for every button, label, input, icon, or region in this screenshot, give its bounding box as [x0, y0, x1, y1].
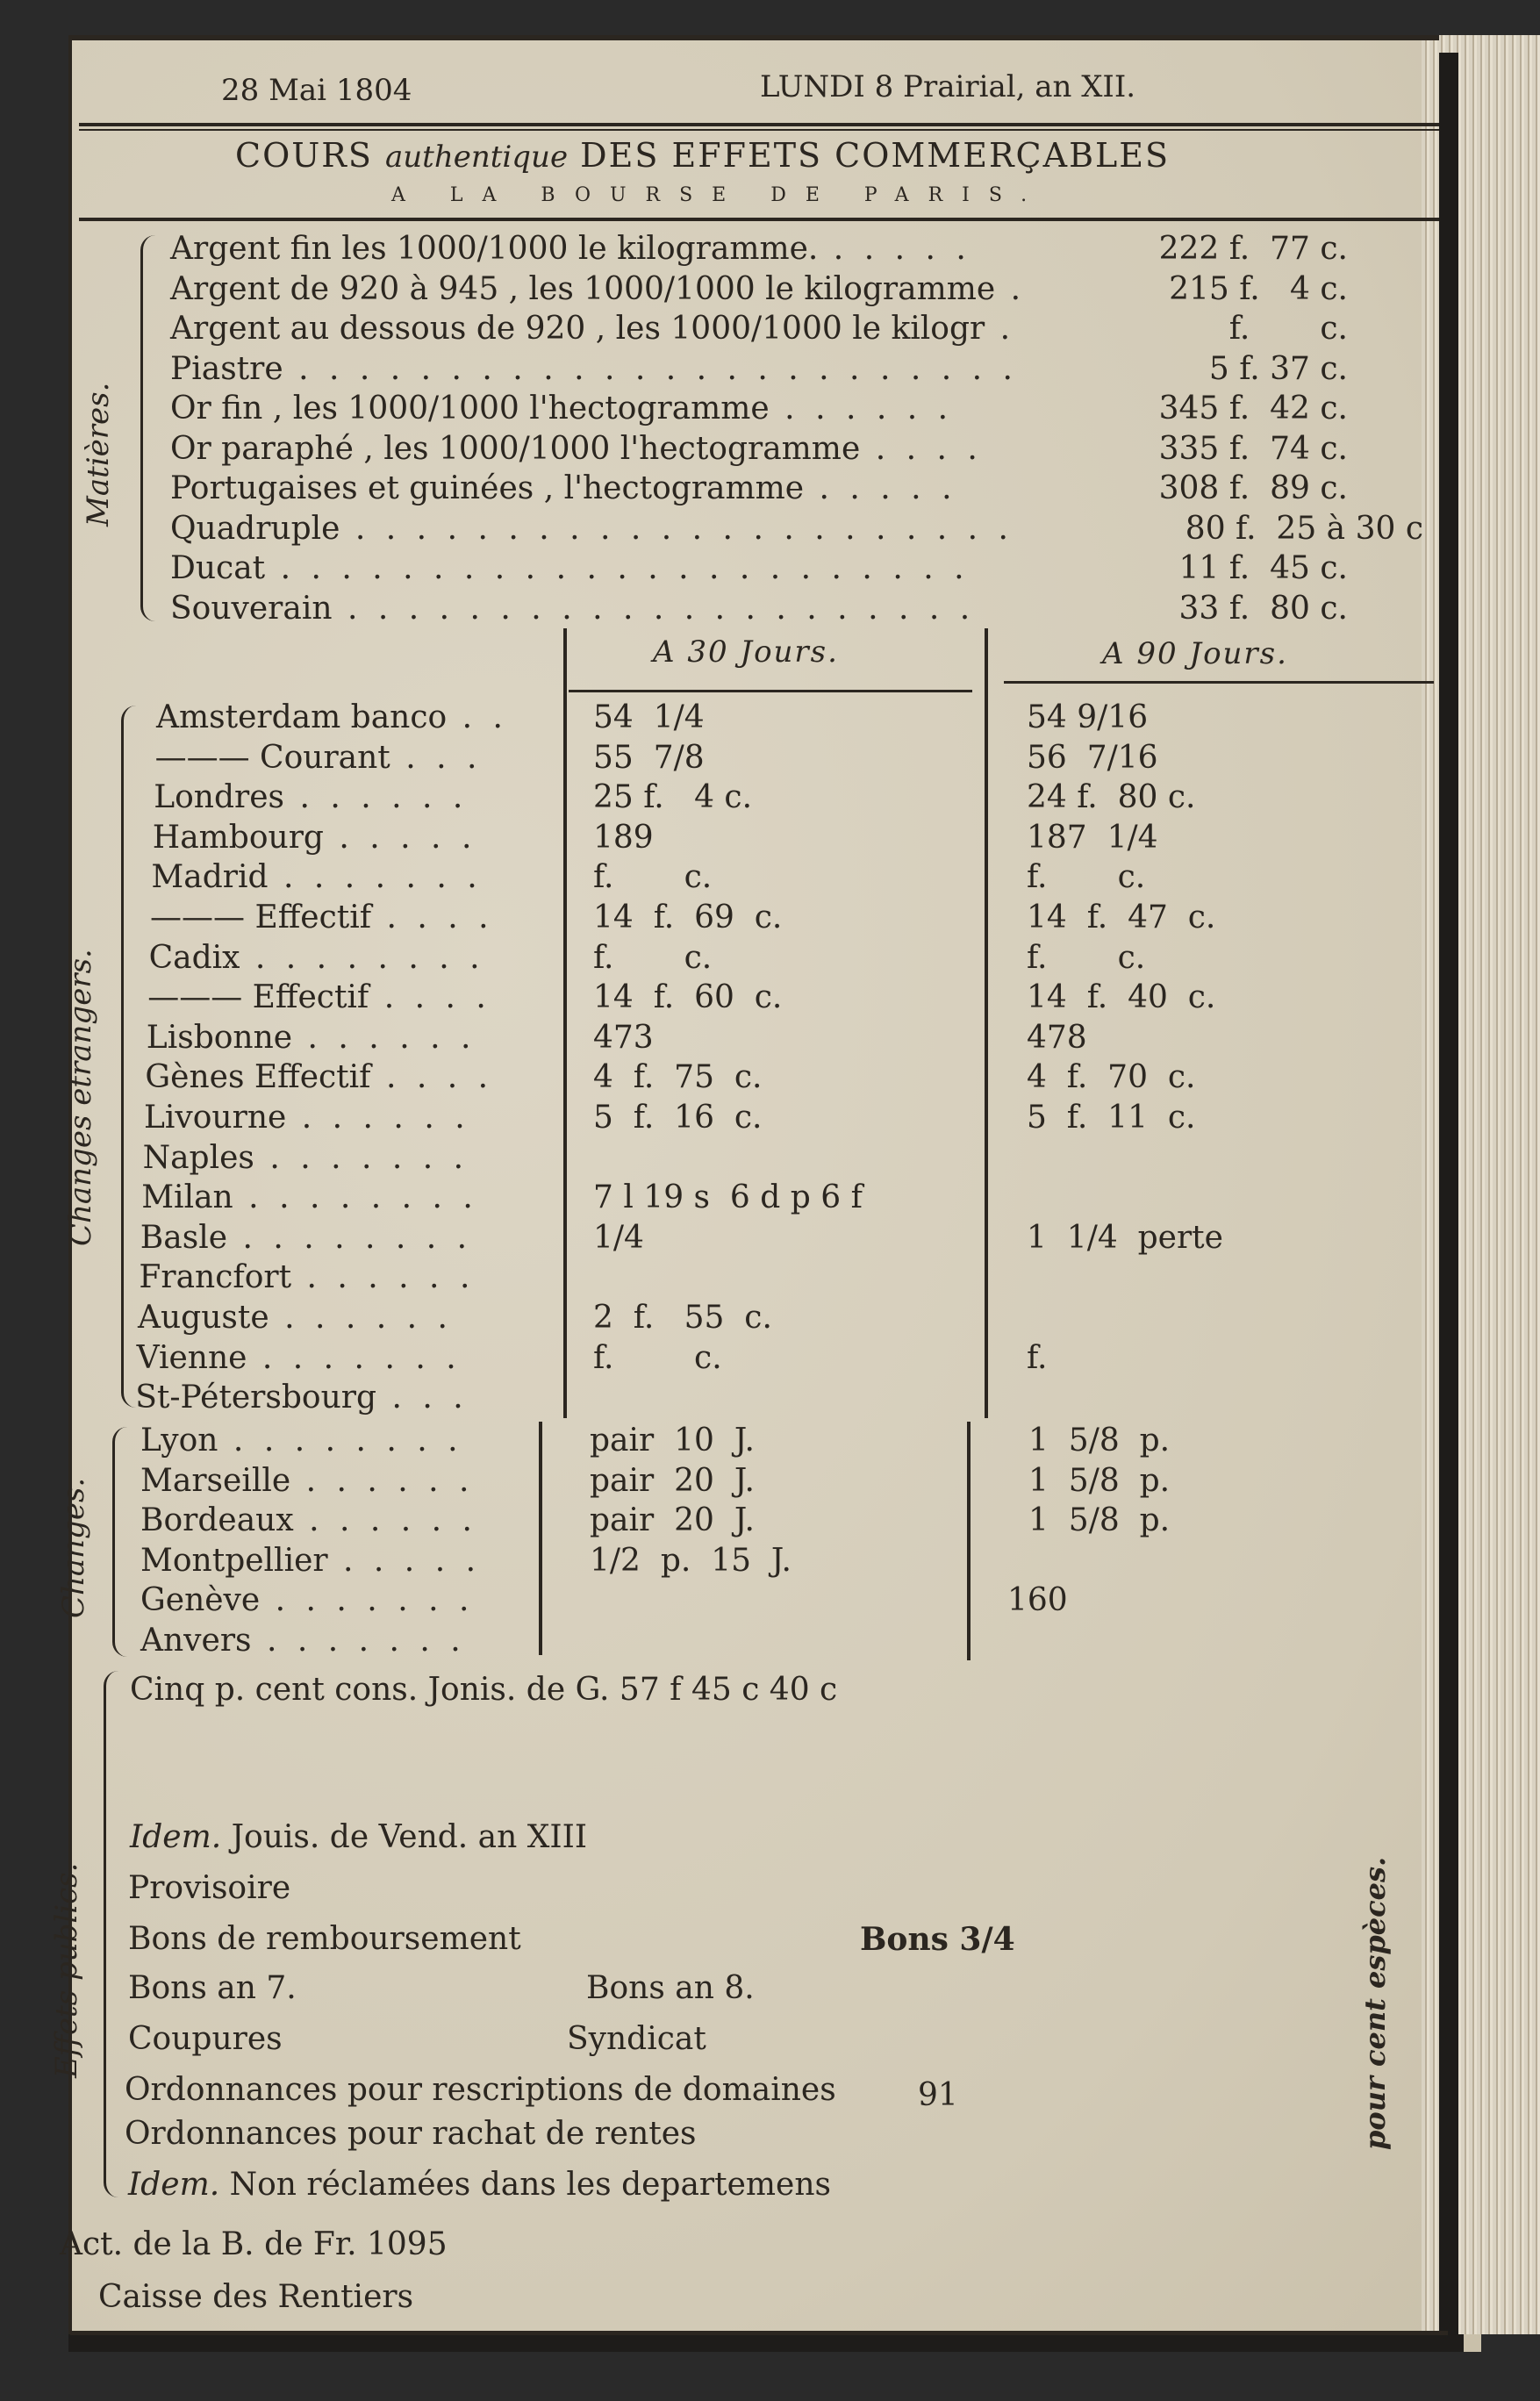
rate-90-jours: 14 f. 40 c. — [1027, 979, 1216, 1016]
col-header-30: A 30 Jours. — [653, 634, 839, 670]
rate-30-jours: 5 f. 16 c. — [593, 1100, 763, 1136]
matiere-label — [170, 550, 970, 586]
city-name: Amsterdam banco — [156, 699, 448, 735]
title-part3: DES EFFETS COMMERÇABLES — [580, 136, 1171, 175]
rate-90-jours: 56 7/16 — [1027, 739, 1158, 776]
change-label — [140, 1462, 475, 1499]
rate-30-jours: f. c. — [593, 859, 713, 896]
matiere-label — [170, 270, 1027, 307]
leader-dots: . . . . . . . . . . . . . . . . . . . . . . — [340, 510, 1014, 547]
bons-3-4: Bons 3/4 — [860, 1921, 1015, 1958]
change-label — [147, 979, 491, 1016]
idem-vend — [130, 1819, 588, 1855]
matiere-value: f. c. — [1228, 311, 1348, 347]
rate-30-jours: 14 f. 60 c. — [593, 979, 783, 1016]
city-name: Gènes Effectif — [145, 1059, 371, 1096]
leader-dots: . . . . . . . — [268, 859, 483, 896]
title-part1: COURS — [235, 136, 373, 175]
leader-dots: . . . . — [860, 430, 983, 467]
col-divider-3 — [539, 1422, 542, 1655]
rate-30-jours: pair 20 J. — [590, 1502, 755, 1539]
city-name: Londres — [154, 779, 284, 816]
change-label — [140, 1219, 473, 1256]
rate-90-jours: f. c. — [1027, 939, 1146, 976]
city-name: Madrid — [151, 859, 269, 896]
city-name: Basle — [140, 1219, 228, 1256]
rate-90-jours: 5 f. 11 c. — [1027, 1100, 1196, 1136]
header-rule-thin — [79, 129, 1439, 131]
section-matieres: Matières. — [81, 382, 116, 527]
change-label — [141, 1179, 478, 1216]
actions-banque: Act. de la B. de Fr. 1095 — [60, 2226, 448, 2262]
rate-90-jours: 4 f. 70 c. — [1027, 1059, 1196, 1096]
matiere-name: Portugaises et guinées , l'hectogramme — [170, 470, 805, 506]
leader-dots: . . . . . . . . . . . . . . . . . . . . . . . . — [283, 350, 1018, 387]
leader-dots: . . . . . . . . — [218, 1423, 463, 1459]
leader-dots: . . . . . — [327, 1542, 482, 1579]
page-border-right — [1439, 53, 1458, 2334]
leader-dots: . . . . . . . . . . . . . . . . . . . . . . . — [265, 550, 970, 586]
change-label — [156, 699, 508, 735]
rate-30-jours: f. c. — [593, 1339, 722, 1376]
leader-dots: . . . . . . — [769, 391, 954, 426]
change-label — [154, 739, 483, 776]
rate-30-jours: 189 — [593, 819, 654, 856]
city-name: Francfort — [139, 1259, 292, 1296]
rate-90-jours: 187 1/4 — [1027, 819, 1158, 856]
city-name: Vienne — [136, 1339, 247, 1376]
matiere-label — [170, 470, 957, 506]
leader-dots: . . . . . . . — [251, 1623, 466, 1659]
matiere-value: 80 f. 25 à 30 c — [1185, 510, 1423, 547]
city-name: Lyon — [140, 1423, 218, 1459]
matiere-name: Argent de 920 à 945 , les 1000/1000 le kilogramme — [170, 270, 996, 307]
change-label — [148, 939, 485, 976]
bons-remboursement: Bons de remboursement — [128, 1921, 521, 1957]
idem-vend-label: Idem. — [130, 1819, 222, 1855]
leader-dots: . . . . . . . — [247, 1339, 462, 1376]
matiere-label — [170, 350, 1018, 387]
change-label — [140, 1502, 477, 1539]
city-name: Anvers — [140, 1623, 252, 1659]
rate-90-jours: 1 5/8 p. — [1028, 1462, 1171, 1499]
rate-30-jours: 4 f. 75 c. — [593, 1059, 763, 1096]
leader-dots: . . . . . . — [291, 1259, 476, 1296]
matiere-name: Ducat — [170, 550, 266, 586]
rate-90-jours: 160 — [1007, 1582, 1068, 1619]
leader-dots: . — [995, 270, 1027, 307]
matiere-label — [170, 233, 971, 265]
city-name: Auguste — [138, 1300, 269, 1336]
col-divider-1 — [563, 628, 567, 1418]
leader-dots: . . . — [376, 1380, 469, 1416]
bons-an-8: Bons an 8. — [586, 1970, 755, 2006]
matiere-name: Quadruple — [170, 510, 340, 547]
date-republican: LUNDI 8 Prairial, an XII. — [760, 69, 1136, 104]
change-label — [135, 1382, 469, 1414]
rate-30-jours: 54 1/4 — [593, 699, 705, 735]
change-label — [142, 1139, 469, 1176]
rate-90-jours: 1 5/8 p. — [1028, 1423, 1171, 1459]
matiere-value: 335 f. 74 c. — [1158, 430, 1348, 467]
leader-dots: . . . . . . — [290, 1462, 475, 1499]
matiere-name: Or paraphé , les 1000/1000 l'hectogramme — [170, 430, 861, 467]
page-title — [235, 136, 1171, 175]
matiere-label — [170, 430, 983, 467]
idem-non-reclamees — [128, 2169, 831, 2201]
leader-dots: . . . . . . . — [254, 1139, 469, 1176]
header-rule — [79, 123, 1439, 126]
leader-dots: . . . . . . . . — [233, 1179, 478, 1216]
ordonnances-rachat: Ordonnances pour rachat de rentes — [125, 2116, 697, 2152]
city-name: Milan — [141, 1179, 233, 1216]
rate-90-jours: 478 — [1027, 1019, 1087, 1056]
rate-30-jours: 7 l 19 s 6 d p 6 f — [593, 1179, 863, 1216]
matiere-value: 33 f. 80 c. — [1178, 590, 1348, 627]
matiere-value: 215 f. 4 c. — [1169, 270, 1348, 307]
matiere-name: Argent fin les 1000/1000 le kilogramme. — [170, 231, 819, 267]
leader-dots: . . . . . . — [293, 1502, 477, 1539]
city-name: ——— Effectif — [147, 979, 369, 1016]
title-part2: authentique — [385, 140, 569, 175]
rate-30-jours: 473 — [593, 1019, 654, 1056]
city-name: Montpellier — [140, 1542, 328, 1579]
city-name: Genève — [140, 1582, 261, 1619]
rate-30-jours: 14 f. 69 c. — [593, 899, 783, 935]
title-rule — [79, 218, 1439, 221]
leader-dots: . . . . . . — [286, 1100, 470, 1136]
rate-90-jours: 54 9/16 — [1027, 699, 1149, 735]
change-label — [138, 1302, 453, 1334]
leader-dots: . . . . — [371, 899, 494, 935]
matiere-value: 11 f. 45 c. — [1178, 550, 1348, 586]
brace-changes — [112, 1427, 127, 1657]
leader-dots: . . . . . — [804, 470, 957, 506]
idem-non-label: Idem. — [128, 2167, 220, 2203]
change-label — [154, 779, 469, 816]
leader-dots: . . — [447, 699, 508, 735]
cinq-pour-cent: Cinq p. cent cons. Jonis. de G. 57 f 45 c 40 c — [130, 1672, 838, 1708]
leader-dots: . . . . — [370, 1059, 494, 1096]
leader-dots: . . . . . . . . — [227, 1219, 473, 1256]
rate-30-jours: 55 7/8 — [593, 739, 705, 776]
city-name: Naples — [142, 1139, 254, 1176]
leader-dots: . . . . . — [818, 231, 971, 267]
leader-dots: . . . . — [369, 979, 491, 1016]
matiere-value: 345 f. 42 c. — [1158, 391, 1348, 426]
matiere-label — [170, 313, 1015, 345]
idem-vend-text: Jouis. de Vend. an XIII — [231, 1819, 588, 1855]
provisoire: Provisoire — [128, 1870, 291, 1906]
matiere-name: Piastre — [170, 350, 283, 387]
rate-90-jours: 1 5/8 p. — [1028, 1502, 1171, 1539]
rate-30-jours: 25 f. 4 c. — [593, 779, 753, 816]
change-label — [140, 1425, 463, 1457]
date-gregorian: 28 Mai 1804 — [221, 73, 412, 108]
matiere-value: 308 f. 89 c. — [1158, 470, 1348, 506]
rate-90-jours: f. — [1027, 1339, 1048, 1376]
footer-rule — [70, 2331, 1448, 2335]
rate-90-jours: f. c. — [1027, 859, 1146, 896]
city-name: Marseille — [140, 1462, 291, 1499]
change-label — [136, 1339, 462, 1376]
rate-30-jours: 1/2 p. 15 J. — [590, 1542, 791, 1579]
rate-30-jours: pair 10 J. — [590, 1423, 755, 1459]
change-label — [152, 819, 477, 856]
matiere-label — [170, 393, 953, 425]
rate-30-jours: 2 f. 55 c. — [593, 1300, 772, 1336]
leader-dots: . . . . . . . — [260, 1582, 475, 1619]
brace-changes-etrangers — [121, 706, 136, 1408]
rate-90-jours: 1 1/4 perte — [1027, 1219, 1223, 1256]
page-border-bottom — [68, 2334, 1464, 2352]
col90-rule — [1004, 681, 1434, 684]
leader-dots: . . . — [390, 739, 483, 776]
rate-90-jours: 24 f. 80 c. — [1027, 779, 1196, 816]
city-name: Bordeaux — [140, 1502, 294, 1539]
city-name: Livourne — [144, 1100, 287, 1136]
pour-cent-especes: pour cent espèces. — [1358, 1856, 1392, 2150]
change-label — [139, 1259, 476, 1296]
leader-dots: . . . . . . — [269, 1300, 453, 1336]
change-label — [140, 1582, 475, 1619]
rate-90-jours: 14 f. 47 c. — [1027, 899, 1216, 935]
matiere-name: Argent au dessous de 920 , les 1000/1000 le kilogr — [170, 311, 985, 347]
rate-30-jours: pair 20 J. — [590, 1462, 755, 1499]
leader-dots: . . . . . . — [292, 1019, 476, 1056]
col-header-90: A 90 Jours. — [1102, 636, 1288, 671]
matiere-label — [170, 510, 1014, 547]
leader-dots: . . . . . . . . . . . . . . . . . . . . . — [332, 590, 976, 627]
matiere-value: 222 f. 77 c. — [1158, 231, 1348, 267]
section-effets-publics: Effets publics. — [49, 1862, 84, 2078]
leader-dots: . . . . . . . . — [240, 939, 485, 976]
city-name: Hambourg — [152, 819, 324, 856]
syndicat: Syndicat — [567, 2021, 706, 2057]
brace-effets-publics — [104, 1671, 118, 2197]
change-label — [140, 1542, 482, 1579]
top-border — [70, 35, 1439, 40]
matiere-name: Souverain — [170, 590, 333, 627]
change-label — [144, 1102, 470, 1134]
change-label — [150, 899, 494, 935]
city-name: ——— Courant — [154, 739, 390, 776]
leader-dots: . . . . . . — [284, 779, 469, 816]
leader-dots: . — [985, 311, 1016, 347]
city-name: ——— Effectif — [150, 899, 372, 935]
brace-matieres — [140, 235, 155, 621]
city-name: Cadix — [148, 939, 240, 976]
col-divider-4 — [967, 1422, 971, 1660]
city-name: St-Pétersbourg — [135, 1380, 377, 1416]
matiere-name: Or fin , les 1000/1000 l'hectogramme — [170, 391, 770, 426]
section-changes: Changes. — [56, 1477, 91, 1618]
idem-non-text: Non réclamées dans les departemens — [229, 2167, 832, 2203]
caisse-rentiers: Caisse des Rentiers — [98, 2279, 414, 2315]
change-label — [145, 1059, 494, 1096]
ordonnances-rescriptions-value: 91 — [918, 2077, 958, 2113]
bons-an-7: Bons an 7. — [128, 1970, 297, 2006]
change-label — [151, 859, 483, 896]
leader-dots: . . . . . — [323, 819, 477, 856]
matiere-value: 5 f. 37 c. — [1208, 350, 1348, 387]
city-name: Lisbonne — [146, 1019, 293, 1056]
section-changes-etrangers: Changes etrangers. — [63, 949, 98, 1246]
col-divider-2 — [985, 628, 988, 1418]
coupures: Coupures — [128, 2021, 283, 2057]
rate-30-jours: 1/4 — [593, 1219, 644, 1256]
ordonnances-rescriptions: Ordonnances pour rescriptions de domaines — [125, 2072, 836, 2108]
col30-rule — [569, 690, 972, 692]
change-label — [146, 1019, 476, 1056]
change-label — [140, 1625, 466, 1657]
page-subtitle: A LA BOURSE DE PARIS. — [391, 184, 1047, 206]
rate-30-jours: f. c. — [593, 939, 713, 976]
matiere-label — [170, 590, 976, 627]
